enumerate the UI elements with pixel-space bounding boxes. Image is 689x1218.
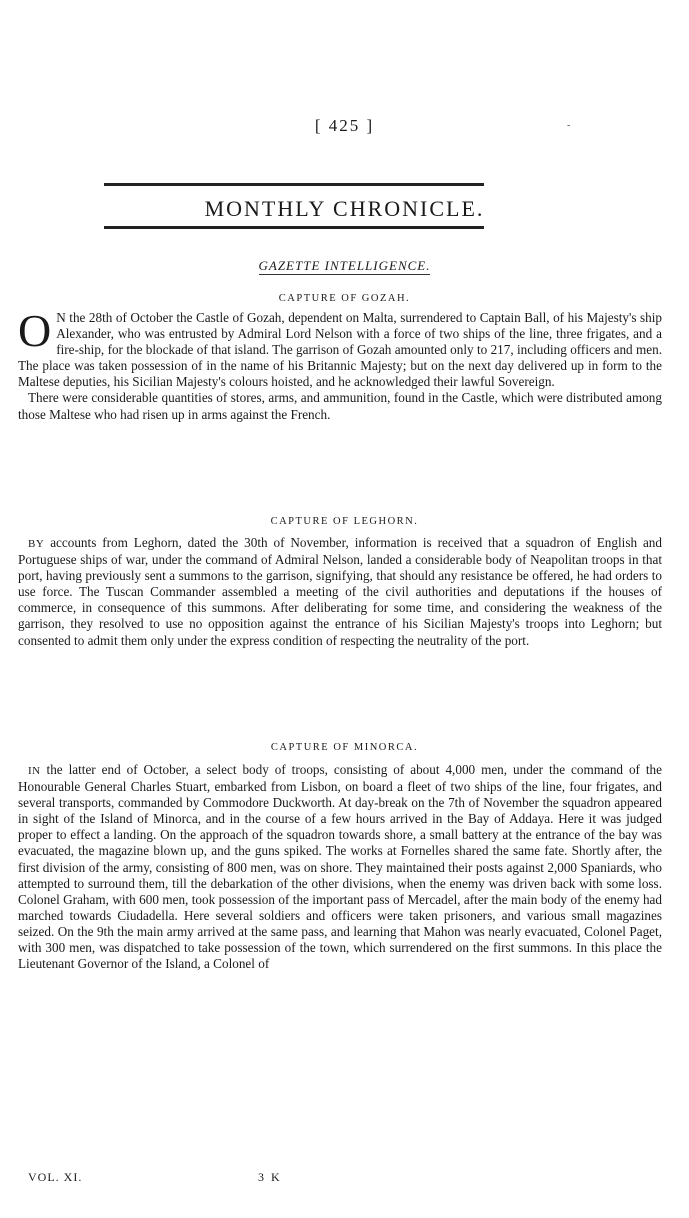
page-number: [ 425 ] (314, 116, 375, 135)
article-gozah (18, 305, 662, 423)
chronicle-title: MONTHLY CHRONICLE. (204, 196, 485, 221)
drop-cap: O (18, 305, 52, 356)
title-rule-top (104, 183, 484, 186)
volume-label: VOL. XI. (28, 1170, 83, 1184)
heading-capture-of-gozah: CAPTURE OF GOZAH. (278, 293, 411, 304)
article-gozah-paragraph-2: There were considerable quantities of stores, arms, and ammunition, found in the Castle, which were distributed among those Maltese who had risen up in arms against the French. (18, 390, 662, 422)
section-title (0, 258, 689, 274)
title-rule-bottom (104, 226, 484, 229)
lead-word: BY (28, 538, 45, 550)
section-title-text: GAZETTE INTELLIGENCE. (258, 258, 431, 273)
heading-capture-of-leghorn: CAPTURE OF LEGHORN. (270, 516, 419, 527)
article-leghorn (18, 535, 662, 649)
heading-capture-of-minorca: CAPTURE OF MINORCA. (270, 742, 419, 753)
signature-mark: 3 K (258, 1170, 282, 1184)
article-gozah-paragraph-1: O N the 28th of October the Castle of Gozah, dependent on Malta, surrendered to Captain Ball, of his Majesty's ship Alexander, who was entrusted by Admiral Lord Nelson with a force of two ships of the line, three frigates, and a fire-ship, for the blockade of that island. The garrison of Gozah amounted only to 217, including officers and men. The place was taken possession of in the name of his Britannic Majesty; but on the next day delivered up in form to the Maltese deputies, his Sicilian Majesty's colours hoisted, and he acknowledged their lawful Sovereign. (18, 305, 662, 390)
article-minorca (18, 762, 662, 972)
article-leghorn-paragraph: BY accounts from Leghorn, dated the 30th of November, information is received that a squadron of English and Portuguese ships of war, under the command of Admiral Nelson, landed a considerable body of Neapolitan troops in that port, having previously sent a summons to the garrison, signifying, that should any resistance be offered, he had orders to use force. The Tuscan Commander assembled a meeting of the civil authorities and deputations if the houses of commerce, in consequence of this summons. After deliberating for some time, and considering the weakness of the garrison, they resolved to use no opposition against the entrance of his Sicilian Majesty's troops into Leghorn; but consented to admit them only under the express condition of respecting the neutrality of the port. (18, 535, 662, 648)
page-mark: - (567, 120, 571, 131)
lead-word: IN (28, 765, 41, 777)
article-minorca-paragraph: IN the latter end of October, a select body of troops, consisting of about 4,000 men, under the command of the Honourable General Charles Stuart, embarked from Lisbon, on board a fleet of two ships of the line, four frigates, and several transports, commanded by Commodore Duckworth. At day-break on the 7th of November the squadron appeared in sight of the Island of Minorca, and in the course of a few hours arrived in the Bay of Addaya. Here it was judged proper to effect a landing. On the approach of the squadron towards shore, a small battery at the entrance of the bay was evacuated, the magazine blown up, and the guns spiked. The works at Fornelles shared the same fate. Shortly after, the first division of the army, consisting of 800 men, was on shore. They maintained their posts against 2,000 Spaniards, who attempted to surround them, till the debarkation of the other divisions, when the enemy was driven back with some loss. Colonel Graham, with 600 men, took possession of the important pass of Mercadel, after the main body of the enemy had marched towards Ciudadella. Here several soldiers and officers were taken prisoners, and various small magazines seized. On the 9th the main army arrived at the same pass, and learning that Mahon was nearly evacuated, Colonel Paget, with 300 men, was dispatched to take possession of the town, which surrendered on the first summons. In this place the Lieutenant Governor of the Island, a Colonel of (18, 762, 662, 972)
